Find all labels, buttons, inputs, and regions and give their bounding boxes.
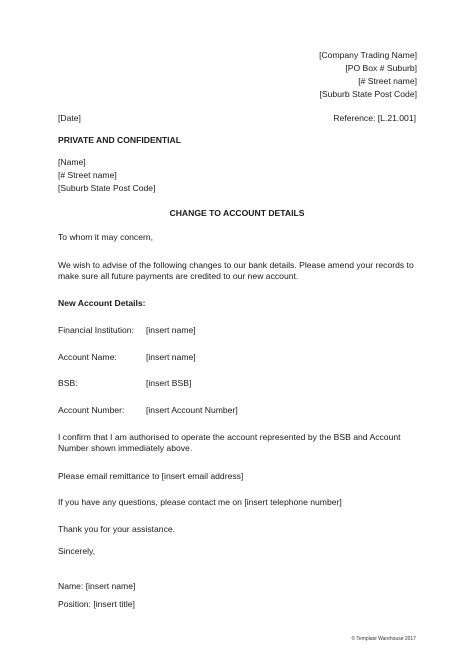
detail-label-institution: Financial Institution:: [58, 325, 134, 335]
recipient-street: [# Street name]: [58, 170, 117, 180]
remittance-line: Please email remittance to [insert email address]: [58, 471, 244, 481]
sender-company: [Company Trading Name]: [319, 50, 417, 60]
details-heading: New Account Details:: [58, 298, 146, 308]
detail-label-account-name: Account Name:: [58, 352, 117, 362]
detail-value-account-name: [insert name]: [146, 352, 196, 362]
detail-value-institution: [insert name]: [146, 325, 196, 335]
sender-street: [# Street name]: [358, 76, 417, 86]
subject-heading: CHANGE TO ACCOUNT DETAILS: [169, 208, 305, 218]
letter-date: [Date]: [58, 113, 81, 123]
closing-line: Sincerely,: [58, 546, 96, 556]
salutation: To whom it may concern,: [58, 232, 154, 242]
questions-line: If you have any questions, please contact me on [insert telephone number]: [58, 497, 342, 507]
date-reference-row: [58, 113, 416, 124]
recipient-name: [Name]: [58, 157, 86, 167]
confidential-heading: PRIVATE AND CONFIDENTIAL: [58, 135, 182, 145]
thanks-line: Thank you for your assistance.: [58, 524, 176, 534]
signoff-name: Name: [insert name]: [58, 581, 136, 591]
confirm-paragraph: I confirm that I am authorised to operate the account represented by the BSB and Account Number shown immediately above.: [58, 432, 401, 454]
recipient-suburb: [Suburb State Post Code]: [58, 183, 156, 193]
recipient-address: [58, 157, 155, 196]
copyright-footer: © Template Warehouse 2017: [351, 636, 416, 642]
detail-value-account-number: [insert Account Number]: [146, 405, 238, 415]
sender-address: [319, 50, 417, 102]
intro-paragraph: We wish to advise of the following changes to our bank details. Please amend your records to make sure all future payments are credited to our new account.: [58, 260, 414, 282]
reference-number: Reference: [L.21.001]: [333, 113, 416, 123]
sender-po-box: [PO Box # Suburb]: [345, 63, 417, 73]
signoff-position: Position: [insert title]: [58, 599, 135, 609]
detail-label-account-number: Account Number:: [58, 405, 125, 415]
detail-value-bsb: [insert BSB]: [146, 378, 192, 388]
detail-label-bsb: BSB:: [58, 378, 78, 388]
sender-suburb: [Suburb State Post Code]: [319, 89, 417, 99]
